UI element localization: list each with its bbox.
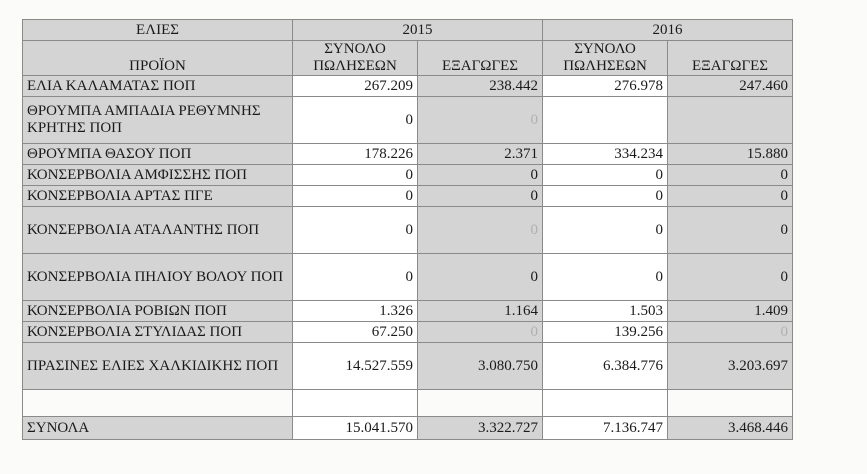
- sales-2016: 276.978: [543, 76, 668, 97]
- sales-2015: 0: [293, 97, 418, 144]
- total-sales-2016: 7.136.747: [543, 417, 668, 440]
- product-name: ΘΡΟΥΜΠΑ ΘΑΣΟΥ ΠΟΠ: [23, 144, 293, 165]
- spacer-cell: [543, 390, 668, 417]
- header-product: ΠΡΟΪΟΝ: [23, 41, 293, 76]
- header-sales-line2: ΠΩΛΗΣΕΩΝ: [313, 58, 397, 74]
- header-row-columns: [23, 41, 793, 76]
- exports-2015: 0: [418, 207, 543, 254]
- exports-2016: 0: [668, 322, 793, 343]
- header-year-2015: 2015: [293, 20, 543, 41]
- sales-2015: 178.226: [293, 144, 418, 165]
- header-row-years: [23, 20, 793, 41]
- exports-2015: 3.080.750: [418, 343, 543, 390]
- sales-2016: 1.503: [543, 301, 668, 322]
- exports-2016: 15.880: [668, 144, 793, 165]
- product-name: ΚΟΝΣΕΡΒΟΛΙΑ ΣΤΥΛΙΔΑΣ ΠΟΠ: [23, 322, 293, 343]
- table-row: [23, 76, 793, 97]
- table-row: [23, 343, 793, 390]
- header-exports-2016: ΕΞΑΓΩΓΕΣ: [668, 41, 793, 76]
- sales-2015: 14.527.559: [293, 343, 418, 390]
- totals-label: ΣΥΝΟΛΑ: [23, 417, 293, 440]
- header-sales-2016: [543, 41, 668, 76]
- exports-2015: 1.164: [418, 301, 543, 322]
- exports-2016: 247.460: [668, 76, 793, 97]
- product-name: ΚΟΝΣΕΡΒΟΛΙΑ ΑΤΑΛΑΝΤΗΣ ΠΟΠ: [23, 207, 293, 254]
- sales-2016: 334.234: [543, 144, 668, 165]
- exports-2015: 0: [418, 254, 543, 301]
- product-name: ΚΟΝΣΕΡΒΟΛΙΑ ΠΗΛΙΟΥ ΒΟΛΟΥ ΠΟΠ: [23, 254, 293, 301]
- table-row: [23, 97, 793, 144]
- exports-2015: 0: [418, 186, 543, 207]
- exports-2016: [668, 97, 793, 144]
- sales-2016: 0: [543, 254, 668, 301]
- sales-2016: 139.256: [543, 322, 668, 343]
- sales-2015: 1.326: [293, 301, 418, 322]
- spacer-cell: [668, 390, 793, 417]
- product-name: ΚΟΝΣΕΡΒΟΛΙΑ ΡΟΒΙΩΝ ΠΟΠ: [23, 301, 293, 322]
- table-row: [23, 144, 793, 165]
- table-row: [23, 301, 793, 322]
- olive-sales-table: [22, 19, 793, 440]
- exports-2016: 0: [668, 165, 793, 186]
- header-sales-2015: [293, 41, 418, 76]
- totals-row: [23, 417, 793, 440]
- total-exports-2015: 3.322.727: [418, 417, 543, 440]
- table-row: [23, 207, 793, 254]
- sales-2015: 0: [293, 254, 418, 301]
- total-exports-2016: 3.468.446: [668, 417, 793, 440]
- product-name: ΘΡΟΥΜΠΑ ΑΜΠΑΔΙΑ ΡΕΘΥΜΝΗΣ ΚΡΗΤΗΣ ΠΟΠ: [23, 97, 293, 144]
- exports-2016: 1.409: [668, 301, 793, 322]
- total-sales-2015: 15.041.570: [293, 417, 418, 440]
- spacer-cell: [23, 390, 293, 417]
- sales-2016: 0: [543, 186, 668, 207]
- exports-2015: 0: [418, 322, 543, 343]
- exports-2016: 3.203.697: [668, 343, 793, 390]
- exports-2015: 0: [418, 165, 543, 186]
- product-name: ΕΛΙΑ ΚΑΛΑΜΑΤΑΣ ΠΟΠ: [23, 76, 293, 97]
- header-eleies: ΕΛΙΕΣ: [23, 20, 293, 41]
- exports-2016: 0: [668, 254, 793, 301]
- sales-2016: [543, 97, 668, 144]
- header-sales-line1: ΣΥΝΟΛΟ: [324, 41, 386, 57]
- sales-2016: 0: [543, 165, 668, 186]
- exports-2015: 0: [418, 97, 543, 144]
- sales-2016: 6.384.776: [543, 343, 668, 390]
- header-sales-line2: ΠΩΛΗΣΕΩΝ: [563, 58, 647, 74]
- exports-2016: 0: [668, 186, 793, 207]
- exports-2015: 238.442: [418, 76, 543, 97]
- header-year-2016: 2016: [543, 20, 793, 41]
- exports-2016: 0: [668, 207, 793, 254]
- exports-2015: 2.371: [418, 144, 543, 165]
- table-row: [23, 254, 793, 301]
- spacer-cell: [418, 390, 543, 417]
- header-sales-line1: ΣΥΝΟΛΟ: [574, 41, 636, 57]
- spacer-cell: [293, 390, 418, 417]
- product-name: ΚΟΝΣΕΡΒΟΛΙΑ ΑΜΦΙΣΣΗΣ ΠΟΠ: [23, 165, 293, 186]
- table-row: [23, 322, 793, 343]
- sales-2016: 0: [543, 207, 668, 254]
- table-row: [23, 165, 793, 186]
- sales-2015: 0: [293, 186, 418, 207]
- table-row: [23, 186, 793, 207]
- sales-2015: 267.209: [293, 76, 418, 97]
- product-name: ΚΟΝΣΕΡΒΟΛΙΑ ΑΡΤΑΣ ΠΓΕ: [23, 186, 293, 207]
- header-exports-2015: ΕΞΑΓΩΓΕΣ: [418, 41, 543, 76]
- product-name: ΠΡΑΣΙΝΕΣ ΕΛΙΕΣ ΧΑΛΚΙΔΙΚΗΣ ΠΟΠ: [23, 343, 293, 390]
- sales-2015: 0: [293, 207, 418, 254]
- sales-2015: 67.250: [293, 322, 418, 343]
- sales-2015: 0: [293, 165, 418, 186]
- spacer-row: [23, 390, 793, 417]
